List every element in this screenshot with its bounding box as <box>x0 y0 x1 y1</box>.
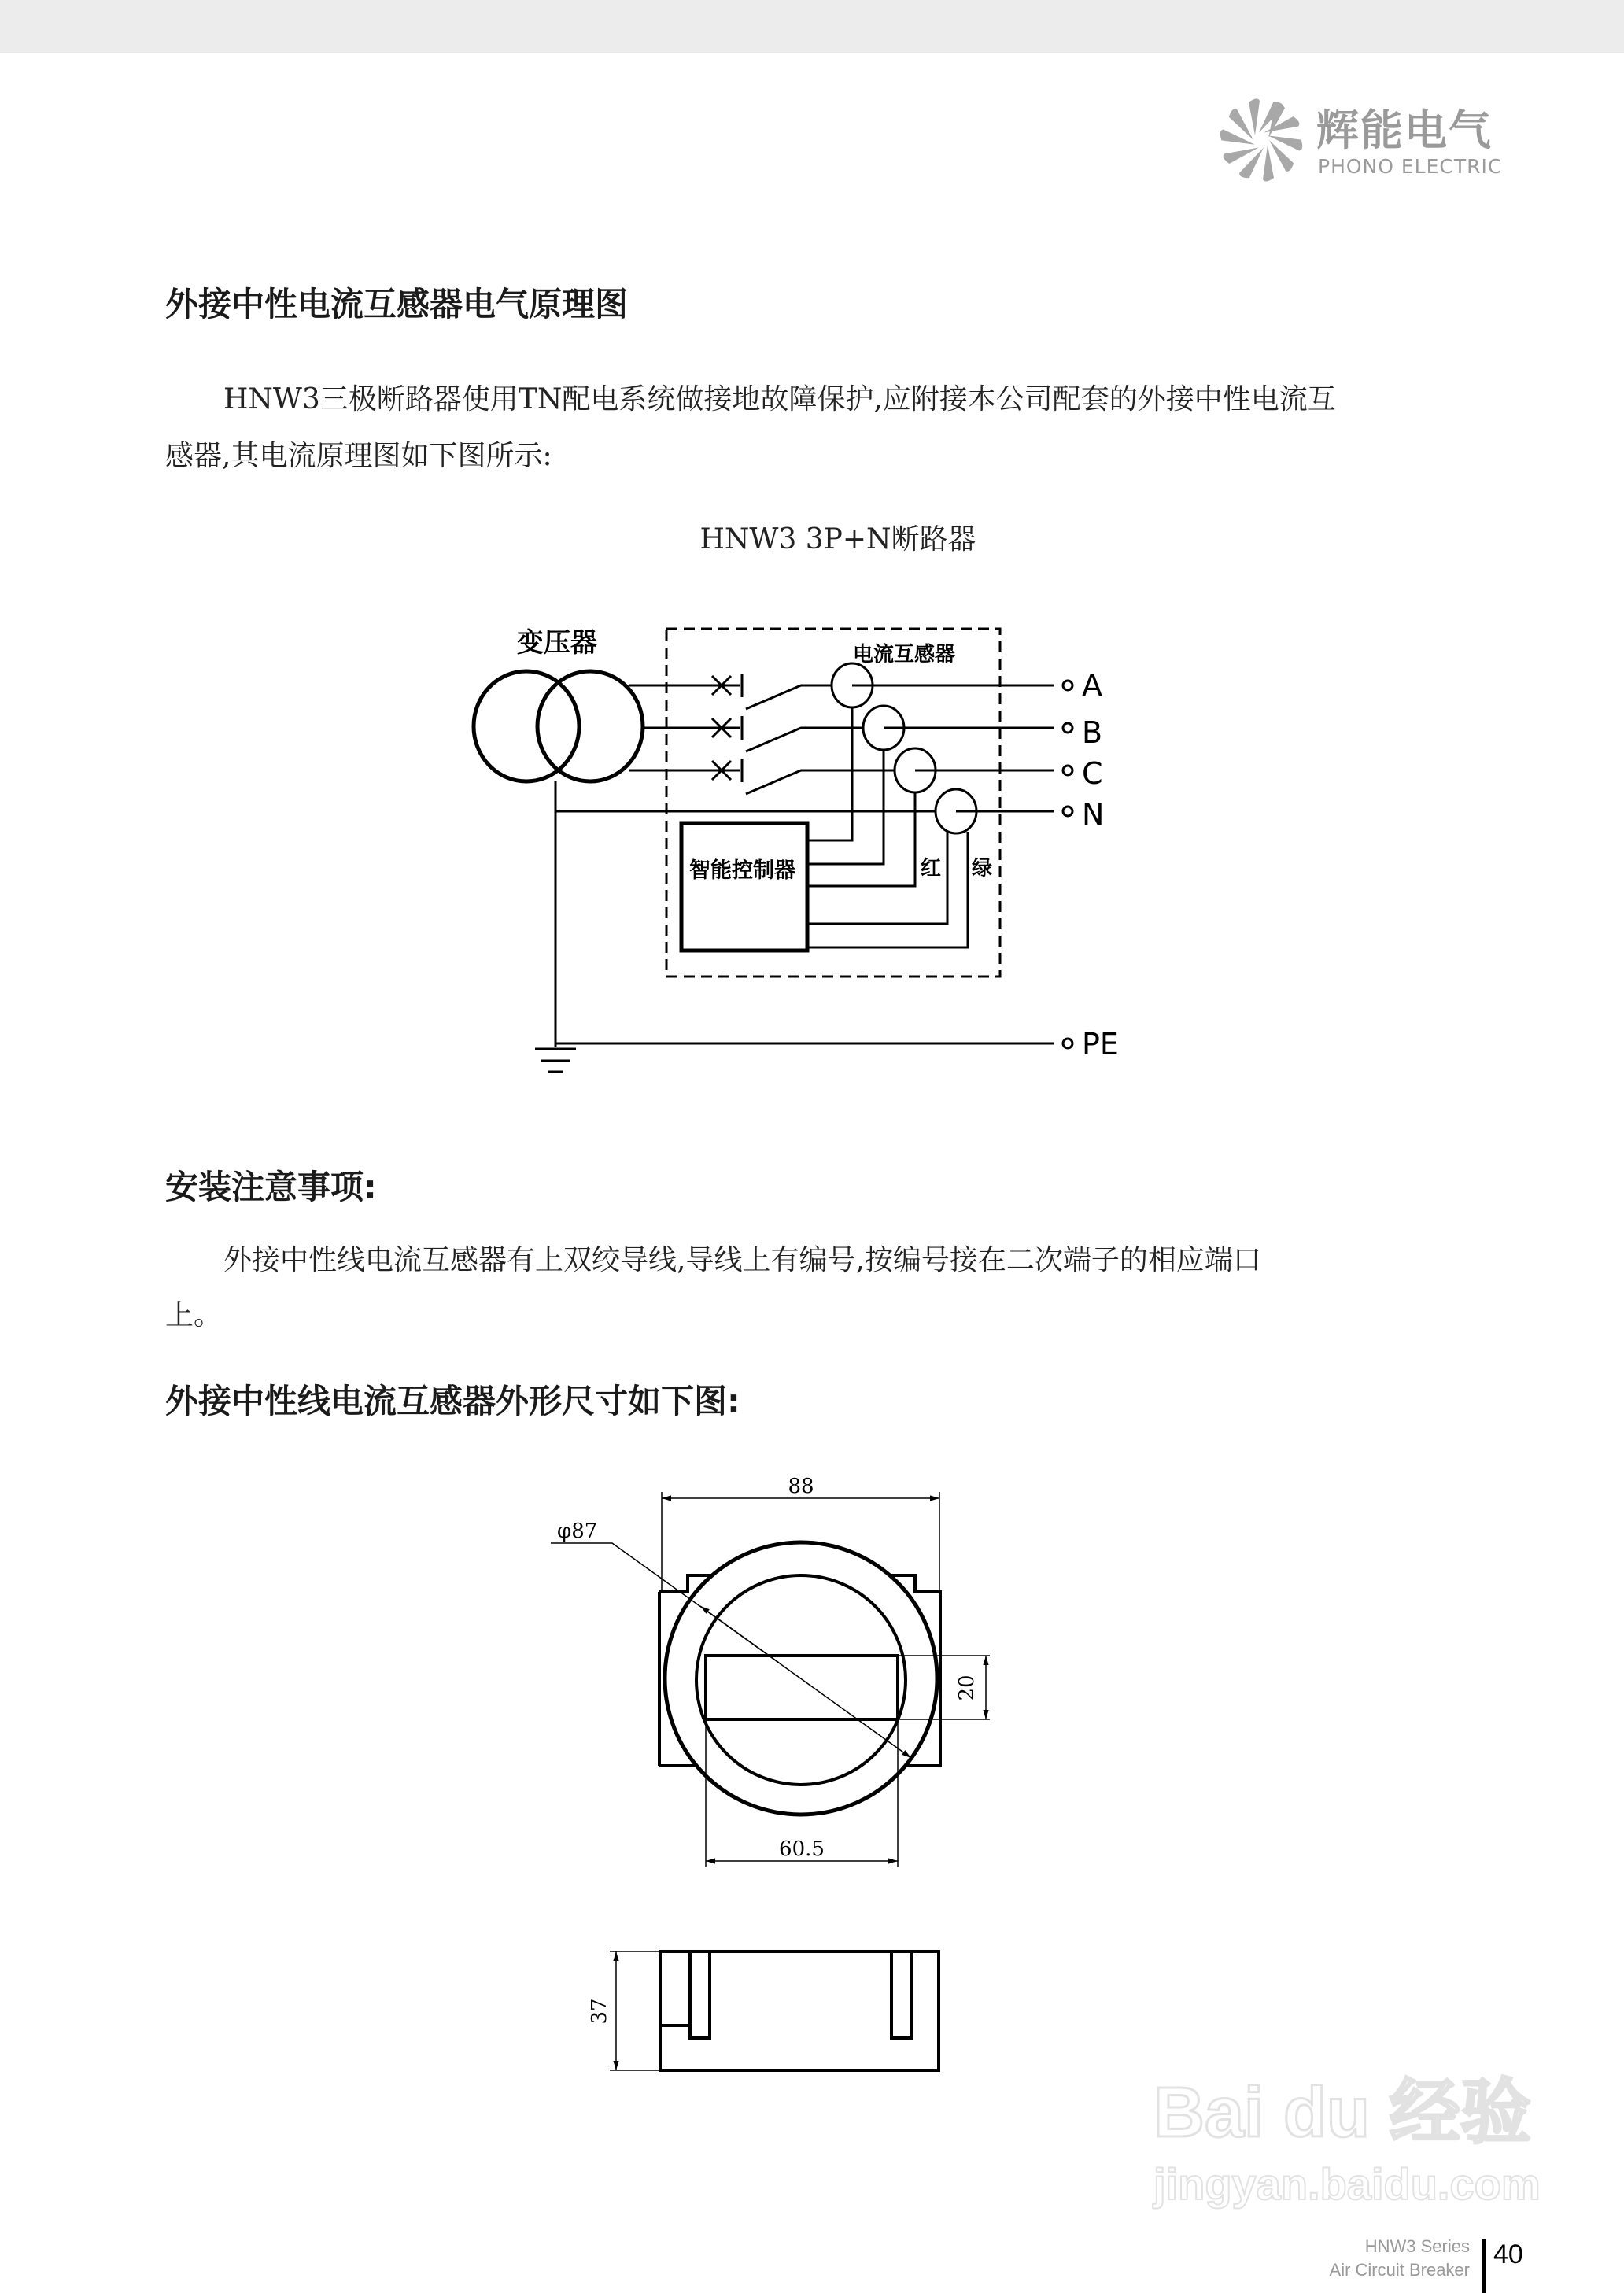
paragraph-line: 上。 <box>165 1299 223 1331</box>
logo-english-name: PHONO ELECTRIC <box>1318 155 1503 178</box>
ct-side-view <box>660 1951 939 2070</box>
terminal-label-n: N <box>1082 797 1105 832</box>
dim-slot-width-label: 60.5 <box>779 1837 825 1861</box>
section-title-schematic: 外接中性电流互感器电气原理图 <box>165 285 629 323</box>
watermark-brand: Bai du 经验 <box>1153 2073 1532 2152</box>
terminal-label-b: B <box>1082 715 1103 750</box>
paragraph-line: 感器,其电流原理图如下图所示: <box>165 440 552 472</box>
footer-divider <box>1482 2239 1486 2293</box>
watermark-url: jingyan.baidu.com <box>1153 2159 1541 2209</box>
controller-label: 智能控制器 <box>689 858 795 883</box>
logo-chinese-name: 辉能电气 <box>1316 105 1493 155</box>
footer-series: HNW3 Series <box>1364 2236 1470 2256</box>
dim-diameter-label: φ87 <box>557 1519 598 1543</box>
section-title-dimensions: 外接中性线电流互感器外形尺寸如下图: <box>165 1382 740 1420</box>
terminal-label-pe: PE <box>1082 1027 1119 1062</box>
terminal-label-c: C <box>1082 756 1103 791</box>
red-wire-label: 红 <box>921 857 942 881</box>
dim-width-label: 88 <box>788 1475 814 1498</box>
terminal-label-a: A <box>1082 668 1102 703</box>
page-number: 40 <box>1493 2239 1523 2269</box>
diagram-title: HNW3 3P+N断路器 <box>699 523 976 556</box>
footer-product: Air Circuit Breaker <box>1329 2260 1470 2280</box>
dim-slot-height-label: 20 <box>955 1675 979 1701</box>
ct-label: 电流互感器 <box>853 643 956 666</box>
transformer-label: 变压器 <box>517 627 597 659</box>
paragraph-line: HNW3三极断路器使用TN配电系统做接地故障保护,应附接本公司配套的外接中性电流互 <box>223 383 1336 415</box>
dim-height-label: 37 <box>588 1998 611 2025</box>
green-wire-label: 绿 <box>972 857 993 881</box>
section-title-installation: 安装注意事项: <box>165 1168 377 1206</box>
paragraph-line: 外接中性线电流互感器有上双绞导线,导线上有编号,按编号接在二次端子的相应端口 <box>223 1244 1261 1276</box>
